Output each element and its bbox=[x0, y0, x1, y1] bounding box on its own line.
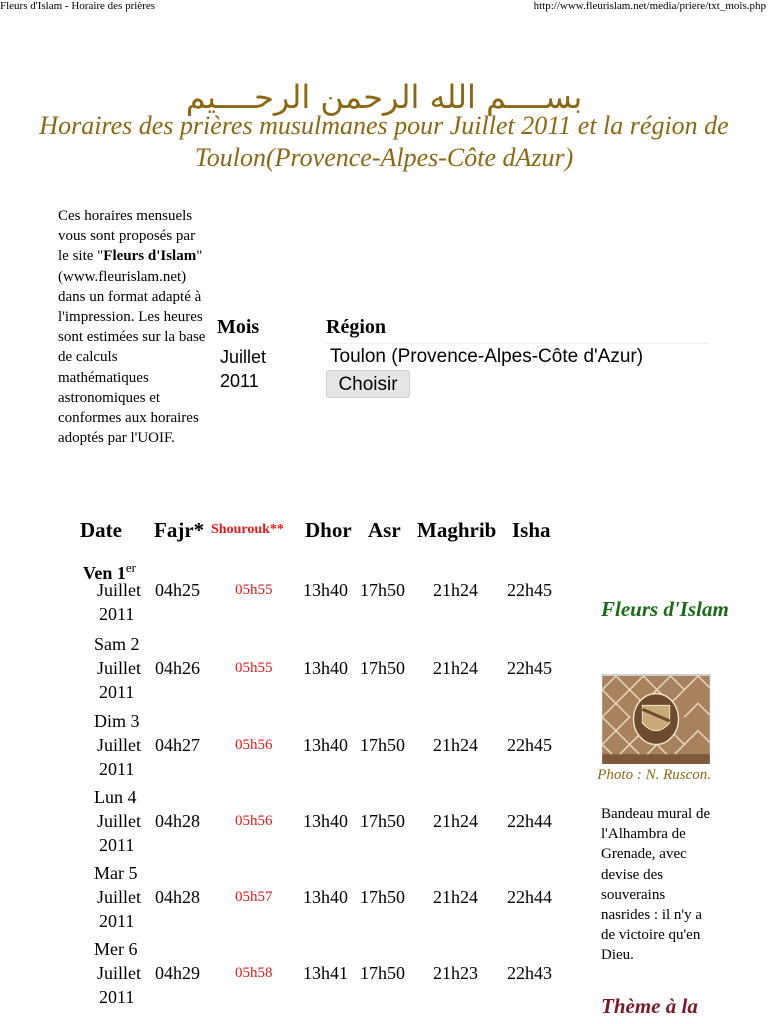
sidebar-title: Fleurs d'Islam bbox=[601, 597, 729, 621]
row-year: 2011 bbox=[99, 682, 135, 702]
header-shourouk: Shourouk** bbox=[211, 522, 284, 537]
row-shourouk: 05h58 bbox=[235, 965, 273, 981]
row-year: 2011 bbox=[99, 911, 135, 931]
row-dhor: 13h40 bbox=[303, 811, 348, 831]
row-dhor: 13h40 bbox=[303, 887, 348, 907]
row-fajr: 04h27 bbox=[155, 735, 200, 755]
row-fajr: 04h25 bbox=[155, 580, 200, 600]
row-fajr: 04h29 bbox=[155, 963, 200, 983]
region-label: Région bbox=[326, 316, 386, 338]
row-day: Mar 5 bbox=[94, 863, 138, 883]
row-year: 2011 bbox=[99, 987, 135, 1007]
row-maghrib: 21h23 bbox=[433, 963, 478, 983]
row-dhor: 13h40 bbox=[303, 658, 348, 678]
row-maghrib: 21h24 bbox=[433, 811, 478, 831]
header-maghrib: Maghrib bbox=[417, 518, 497, 542]
row-asr: 17h50 bbox=[360, 811, 405, 831]
row-year: 2011 bbox=[99, 835, 135, 855]
mois-select[interactable] bbox=[220, 345, 310, 393]
row-isha: 22h45 bbox=[507, 580, 552, 600]
basmala-calligraphy: بســــم الله الرحمن الرحــــيم bbox=[185, 78, 583, 116]
row-maghrib: 21h24 bbox=[433, 580, 478, 600]
intro-text-after: " (www.fleurislam.net) dans un format adapté à l'impression. Les heures sont estimées sur la base de calculs mathématiques astronomiques et conformes aux horaires adoptés par l'UOIF. bbox=[58, 248, 206, 447]
row-shourouk: 05h55 bbox=[235, 660, 273, 676]
header-fajr: Fajr* bbox=[154, 518, 205, 542]
alhambra-photo bbox=[601, 674, 711, 764]
theme-heading: Thème à la bbox=[601, 994, 698, 1018]
row-day: Lun 4 bbox=[94, 787, 137, 807]
row-month: Juillet bbox=[97, 735, 141, 755]
row-month: Juillet bbox=[97, 887, 141, 907]
header-dhor: Dhor bbox=[305, 518, 352, 542]
row-dhor: 13h40 bbox=[303, 735, 348, 755]
row-month: Juillet bbox=[97, 811, 141, 831]
row-year: 2011 bbox=[99, 604, 135, 624]
row-day: Ven 1er bbox=[83, 560, 136, 583]
row-shourouk: 05h55 bbox=[235, 582, 273, 598]
row-maghrib: 21h24 bbox=[433, 658, 478, 678]
row-day: Dim 3 bbox=[94, 711, 140, 731]
choisir-button[interactable]: Choisir bbox=[326, 370, 410, 398]
row-fajr: 04h26 bbox=[155, 658, 200, 678]
row-shourouk: 05h57 bbox=[235, 889, 273, 905]
intro-text-before: Ces horaires mensuels vous sont proposés par le site " bbox=[58, 208, 196, 265]
mois-value-month: Juillet bbox=[220, 347, 267, 367]
row-maghrib: 21h24 bbox=[433, 887, 478, 907]
row-year: 2011 bbox=[99, 759, 135, 779]
photo-credit: Photo : N. Ruscon. bbox=[597, 767, 711, 783]
row-dhor: 13h40 bbox=[303, 580, 348, 600]
table-row bbox=[0, 787, 590, 863]
row-isha: 22h45 bbox=[507, 658, 552, 678]
mois-label: Mois bbox=[217, 316, 260, 338]
header-date: Date bbox=[80, 518, 122, 542]
row-shourouk: 05h56 bbox=[235, 737, 273, 753]
row-fajr: 04h28 bbox=[155, 811, 200, 831]
header-asr: Asr bbox=[368, 518, 401, 542]
row-asr: 17h50 bbox=[360, 658, 405, 678]
header-isha: Isha bbox=[512, 518, 551, 542]
intro-paragraph bbox=[58, 206, 208, 448]
row-asr: 17h50 bbox=[360, 580, 405, 600]
table-row bbox=[0, 556, 590, 632]
row-isha: 22h44 bbox=[507, 887, 552, 907]
table-row bbox=[0, 863, 590, 939]
row-asr: 17h50 bbox=[360, 735, 405, 755]
row-isha: 22h44 bbox=[507, 811, 552, 831]
intro-site-name: Fleurs d'Islam bbox=[103, 248, 197, 265]
region-select[interactable]: Toulon (Provence-Alpes-Côte d'Azur) bbox=[326, 343, 708, 369]
row-isha: 22h45 bbox=[507, 735, 552, 755]
row-day-suffix: er bbox=[125, 560, 136, 575]
photo-caption: Bandeau mural de l'Alhambra de Grenade, avec devise des souverains nasrides : il n'y a de victoire qu'en Dieu. bbox=[601, 806, 711, 964]
row-asr: 17h50 bbox=[360, 963, 405, 983]
browser-url: http://www.fleurislam.net/media/priere/txt_mois.php bbox=[533, 0, 766, 12]
row-day: Mer 6 bbox=[94, 939, 138, 959]
mois-value-year: 2011 bbox=[220, 371, 259, 391]
row-asr: 17h50 bbox=[360, 887, 405, 907]
row-month: Juillet bbox=[97, 963, 141, 983]
row-month: Juillet bbox=[97, 580, 141, 600]
row-month: Juillet bbox=[97, 658, 141, 678]
row-fajr: 04h28 bbox=[155, 887, 200, 907]
browser-page-title: Fleurs d'Islam - Horaire des prières bbox=[0, 0, 156, 12]
row-maghrib: 21h24 bbox=[433, 735, 478, 755]
row-dhor: 13h41 bbox=[303, 963, 348, 983]
page-title: Horaires des prières musulmanes pour Juillet 2011 et la région de Toulon(Provence-Alpes-Côte dAzur) bbox=[39, 111, 729, 172]
table-row bbox=[0, 634, 590, 710]
table-row bbox=[0, 939, 590, 1015]
row-isha: 22h43 bbox=[507, 963, 552, 983]
row-day: Sam 2 bbox=[94, 634, 140, 654]
table-row bbox=[0, 711, 590, 787]
row-shourouk: 05h56 bbox=[235, 813, 273, 829]
